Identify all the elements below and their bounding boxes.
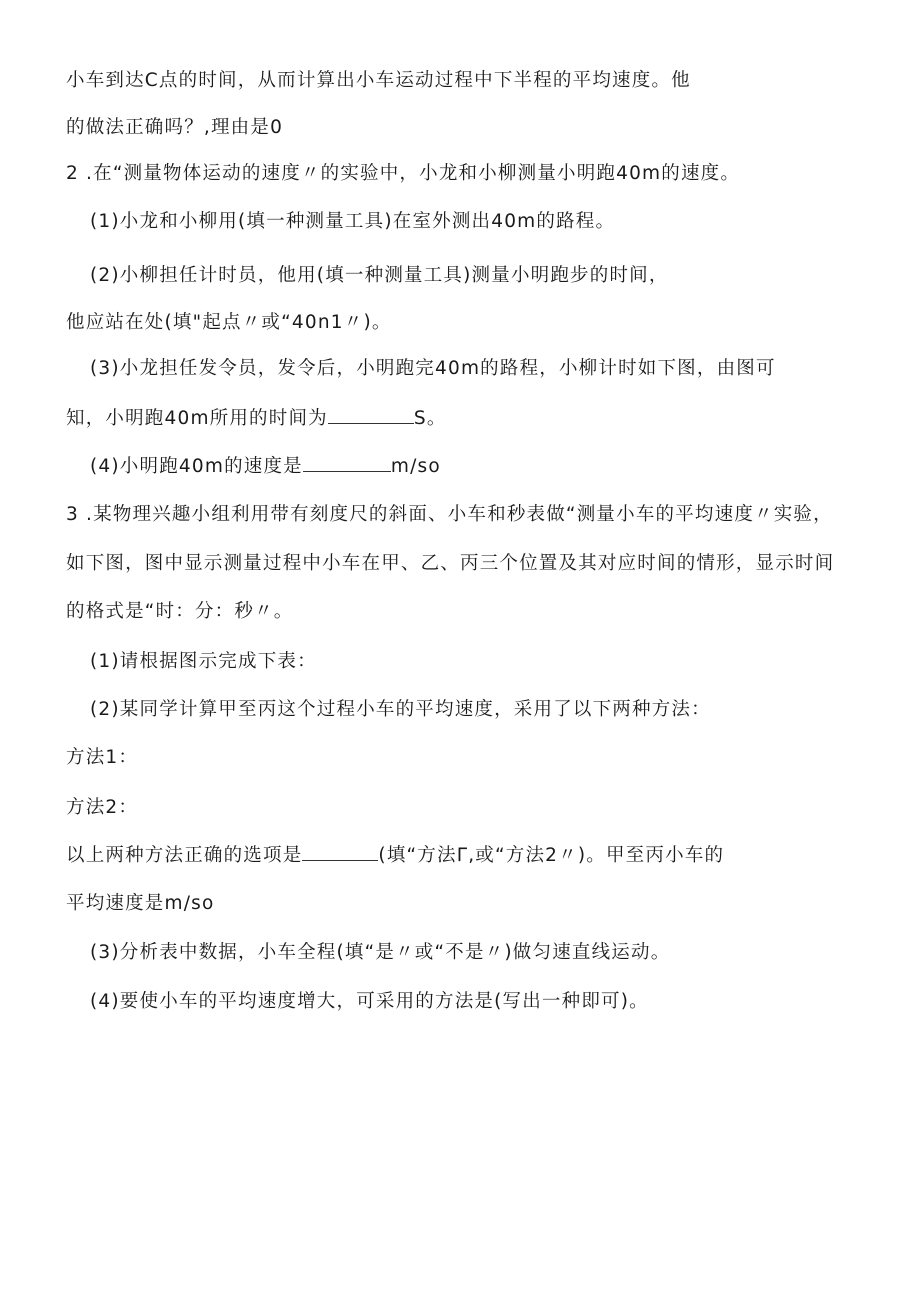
question-3-intro-cont-2: 的格式是“时：分：秒〃。 xyxy=(66,601,294,622)
text-line-2: 的做法正确吗？,理由是0 xyxy=(66,117,284,138)
question-2-part-1: (1)小龙和小柳用(填一种测量工具)在室外测出40m的路程。 xyxy=(90,211,616,232)
question-3-part-2-speed: 平均速度是m/so xyxy=(66,893,215,914)
question-2-intro: 2 .在“测量物体运动的速度〃的实验中，小龙和小柳测量小明跑40m的速度。 xyxy=(66,163,741,184)
choice-text: 以上两种方法正确的选项是 xyxy=(66,845,303,866)
unit-seconds: S。 xyxy=(413,408,447,429)
choice-text-cont: (填“方法Γ,或“方法2〃)。甲至丙小车的 xyxy=(378,845,725,866)
question-3-intro-cont-1: 如下图，图中显示测量过程中小车在甲、乙、丙三个位置及其对应时间的情形，显示时间 xyxy=(66,553,835,574)
method-2-label: 方法2： xyxy=(66,797,139,818)
question-3-part-1: (1)请根据图示完成下表： xyxy=(90,651,317,672)
question-3-intro: 3 .某物理兴趣小组利用带有刻度尺的斜面、小车和秒表做“测量小车的平均速度〃实验， xyxy=(66,504,833,525)
question-2-part-4 xyxy=(90,455,441,479)
question-2-part-3: (3)小龙担任发令员，发令后，小明跑完40m的路程，小柳计时如下图，由图可 xyxy=(90,358,776,379)
answer-blank[interactable] xyxy=(303,455,391,472)
question-3-part-2: (2)某同学计算甲至丙这个过程小车的平均速度，采用了以下两种方法： xyxy=(90,699,711,720)
unit-speed: m/so xyxy=(390,456,441,477)
question-3-part-2-choice xyxy=(66,844,724,868)
question-3-part-4: (4)要使小车的平均速度增大，可采用的方法是(写出一种即可)。 xyxy=(90,991,649,1012)
question-2-part-4-text: (4)小明跑40m的速度是 xyxy=(90,456,303,477)
answer-blank[interactable] xyxy=(328,407,414,424)
question-2-part-2-cont: 他应站在处(填"起点〃或“40n1〃)。 xyxy=(66,312,392,333)
method-1-label: 方法1： xyxy=(66,747,139,768)
question-2-part-3-text: 知，小明跑40m所用的时间为 xyxy=(66,408,328,429)
question-2-part-3-cont xyxy=(66,407,447,431)
answer-blank[interactable] xyxy=(302,844,378,861)
question-3-part-3: (3)分析表中数据，小车全程(填“是〃或“不是〃)做匀速直线运动。 xyxy=(90,942,671,963)
text-line-1: 小车到达C点的时间，从而计算出小车运动过程中下半程的平均速度。他 xyxy=(66,70,691,91)
question-2-part-2: (2)小柳担任计时员，他用(填一种测量工具)测量小明跑步的时间， xyxy=(90,265,669,286)
